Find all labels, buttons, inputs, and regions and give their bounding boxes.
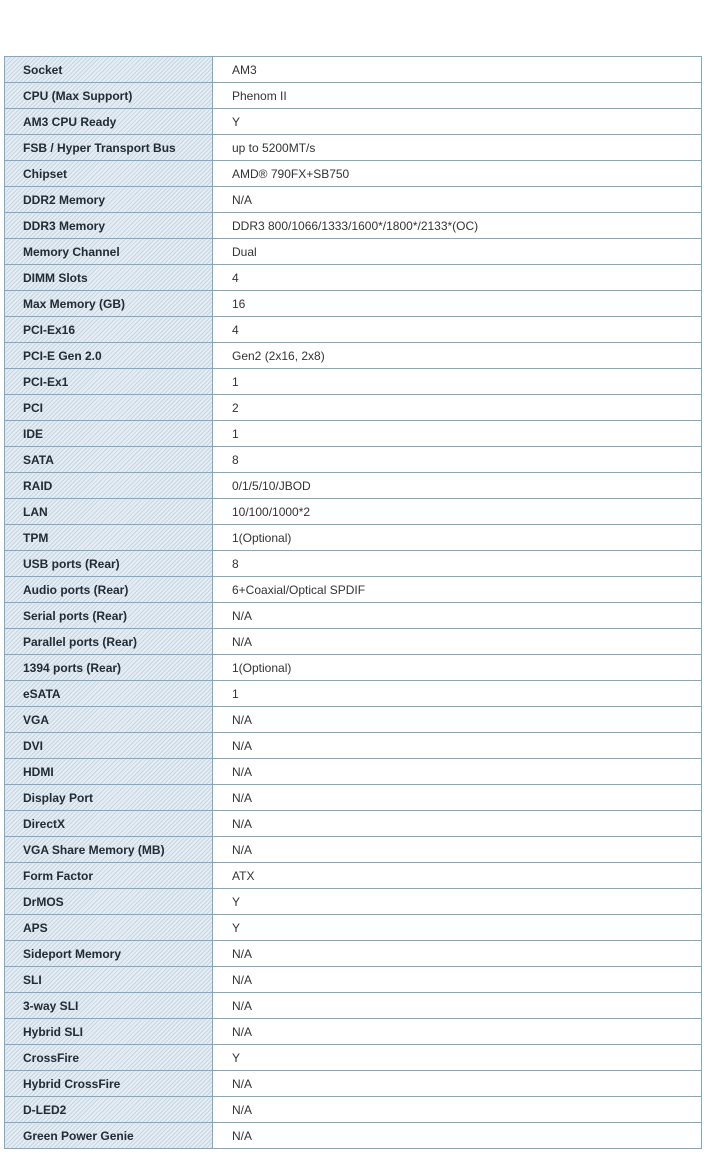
spec-label: Display Port — [5, 785, 213, 811]
spec-label: Sideport Memory — [5, 941, 213, 967]
spec-value: N/A — [213, 707, 702, 733]
table-row — [5, 551, 702, 577]
spec-table-body — [5, 57, 702, 1149]
table-row — [5, 369, 702, 395]
spec-label: Parallel ports (Rear) — [5, 629, 213, 655]
spec-label: PCI-Ex1 — [5, 369, 213, 395]
table-row — [5, 1071, 702, 1097]
spec-value: 0/1/5/10/JBOD — [213, 473, 702, 499]
spec-label: Serial ports (Rear) — [5, 603, 213, 629]
table-row — [5, 837, 702, 863]
spec-label: PCI — [5, 395, 213, 421]
spec-value: N/A — [213, 967, 702, 993]
spec-value: N/A — [213, 187, 702, 213]
spec-label: CrossFire — [5, 1045, 213, 1071]
table-row — [5, 785, 702, 811]
spec-value: 1 — [213, 369, 702, 395]
table-row — [5, 395, 702, 421]
spec-label: IDE — [5, 421, 213, 447]
spec-value: 4 — [213, 265, 702, 291]
spec-label: Green Power Genie — [5, 1123, 213, 1149]
spec-value: N/A — [213, 837, 702, 863]
spec-label: USB ports (Rear) — [5, 551, 213, 577]
table-row — [5, 707, 702, 733]
spec-value: Y — [213, 889, 702, 915]
spec-value: Y — [213, 1045, 702, 1071]
table-row — [5, 655, 702, 681]
spec-label: Hybrid SLI — [5, 1019, 213, 1045]
spec-value: 4 — [213, 317, 702, 343]
spec-value: N/A — [213, 1097, 702, 1123]
spec-value: Y — [213, 109, 702, 135]
spec-value: N/A — [213, 629, 702, 655]
table-row — [5, 811, 702, 837]
spec-value: up to 5200MT/s — [213, 135, 702, 161]
spec-label: Hybrid CrossFire — [5, 1071, 213, 1097]
table-row — [5, 291, 702, 317]
spec-label: APS — [5, 915, 213, 941]
spec-value: 16 — [213, 291, 702, 317]
table-row — [5, 1045, 702, 1071]
spec-value: 1 — [213, 421, 702, 447]
table-row — [5, 135, 702, 161]
spec-value: Y — [213, 915, 702, 941]
spec-label: Socket — [5, 57, 213, 83]
spec-label: Max Memory (GB) — [5, 291, 213, 317]
table-row — [5, 525, 702, 551]
spec-label: DIMM Slots — [5, 265, 213, 291]
spec-label: VGA Share Memory (MB) — [5, 837, 213, 863]
spec-value: 6+Coaxial/Optical SPDIF — [213, 577, 702, 603]
spec-value: 1 — [213, 681, 702, 707]
table-row — [5, 889, 702, 915]
spec-label: Audio ports (Rear) — [5, 577, 213, 603]
spec-value: 1(Optional) — [213, 525, 702, 551]
spec-value: N/A — [213, 733, 702, 759]
table-row — [5, 447, 702, 473]
spec-value: N/A — [213, 1019, 702, 1045]
spec-label: SATA — [5, 447, 213, 473]
spec-label: 1394 ports (Rear) — [5, 655, 213, 681]
table-row — [5, 1123, 702, 1149]
table-row — [5, 681, 702, 707]
spec-label: DrMOS — [5, 889, 213, 915]
spec-label: Form Factor — [5, 863, 213, 889]
table-row — [5, 317, 702, 343]
table-row — [5, 473, 702, 499]
table-row — [5, 499, 702, 525]
spec-label: AM3 CPU Ready — [5, 109, 213, 135]
spec-label: DDR3 Memory — [5, 213, 213, 239]
table-row — [5, 967, 702, 993]
spec-value: N/A — [213, 993, 702, 1019]
table-row — [5, 1097, 702, 1123]
spec-value: AM3 — [213, 57, 702, 83]
spec-label: DDR2 Memory — [5, 187, 213, 213]
spec-value: 8 — [213, 551, 702, 577]
spec-label: HDMI — [5, 759, 213, 785]
spec-value: 2 — [213, 395, 702, 421]
spec-label: PCI-E Gen 2.0 — [5, 343, 213, 369]
table-row — [5, 629, 702, 655]
table-row — [5, 187, 702, 213]
table-row — [5, 1019, 702, 1045]
spec-label: D-LED2 — [5, 1097, 213, 1123]
spec-value: 1(Optional) — [213, 655, 702, 681]
table-row — [5, 239, 702, 265]
spec-value: Gen2 (2x16, 2x8) — [213, 343, 702, 369]
spec-value: DDR3 800/1066/1333/1600*/1800*/2133*(OC) — [213, 213, 702, 239]
spec-value: Phenom II — [213, 83, 702, 109]
table-row — [5, 941, 702, 967]
spec-value: N/A — [213, 785, 702, 811]
table-row — [5, 863, 702, 889]
spec-value: N/A — [213, 1123, 702, 1149]
spec-value: N/A — [213, 1071, 702, 1097]
table-row — [5, 915, 702, 941]
spec-value: Dual — [213, 239, 702, 265]
spec-label: Chipset — [5, 161, 213, 187]
spec-label: LAN — [5, 499, 213, 525]
spec-label: 3-way SLI — [5, 993, 213, 1019]
spec-label: PCI-Ex16 — [5, 317, 213, 343]
spec-label: VGA — [5, 707, 213, 733]
table-row — [5, 733, 702, 759]
spec-value: N/A — [213, 759, 702, 785]
table-row — [5, 577, 702, 603]
spec-label: CPU (Max Support) — [5, 83, 213, 109]
table-row — [5, 265, 702, 291]
spec-value: N/A — [213, 811, 702, 837]
spec-table — [4, 56, 702, 1149]
spec-value: N/A — [213, 941, 702, 967]
spec-value: 10/100/1000*2 — [213, 499, 702, 525]
spec-label: DirectX — [5, 811, 213, 837]
table-row — [5, 109, 702, 135]
table-row — [5, 603, 702, 629]
spec-label: TPM — [5, 525, 213, 551]
spec-value: 8 — [213, 447, 702, 473]
spec-label: Memory Channel — [5, 239, 213, 265]
spec-label: DVI — [5, 733, 213, 759]
spec-label: FSB / Hyper Transport Bus — [5, 135, 213, 161]
spec-label: SLI — [5, 967, 213, 993]
spec-value: ATX — [213, 863, 702, 889]
table-row — [5, 421, 702, 447]
spec-value: AMD® 790FX+SB750 — [213, 161, 702, 187]
table-row — [5, 213, 702, 239]
spec-value: N/A — [213, 603, 702, 629]
table-row — [5, 161, 702, 187]
table-row — [5, 993, 702, 1019]
spec-label: eSATA — [5, 681, 213, 707]
table-row — [5, 57, 702, 83]
table-row — [5, 343, 702, 369]
table-row — [5, 759, 702, 785]
table-row — [5, 83, 702, 109]
spec-label: RAID — [5, 473, 213, 499]
